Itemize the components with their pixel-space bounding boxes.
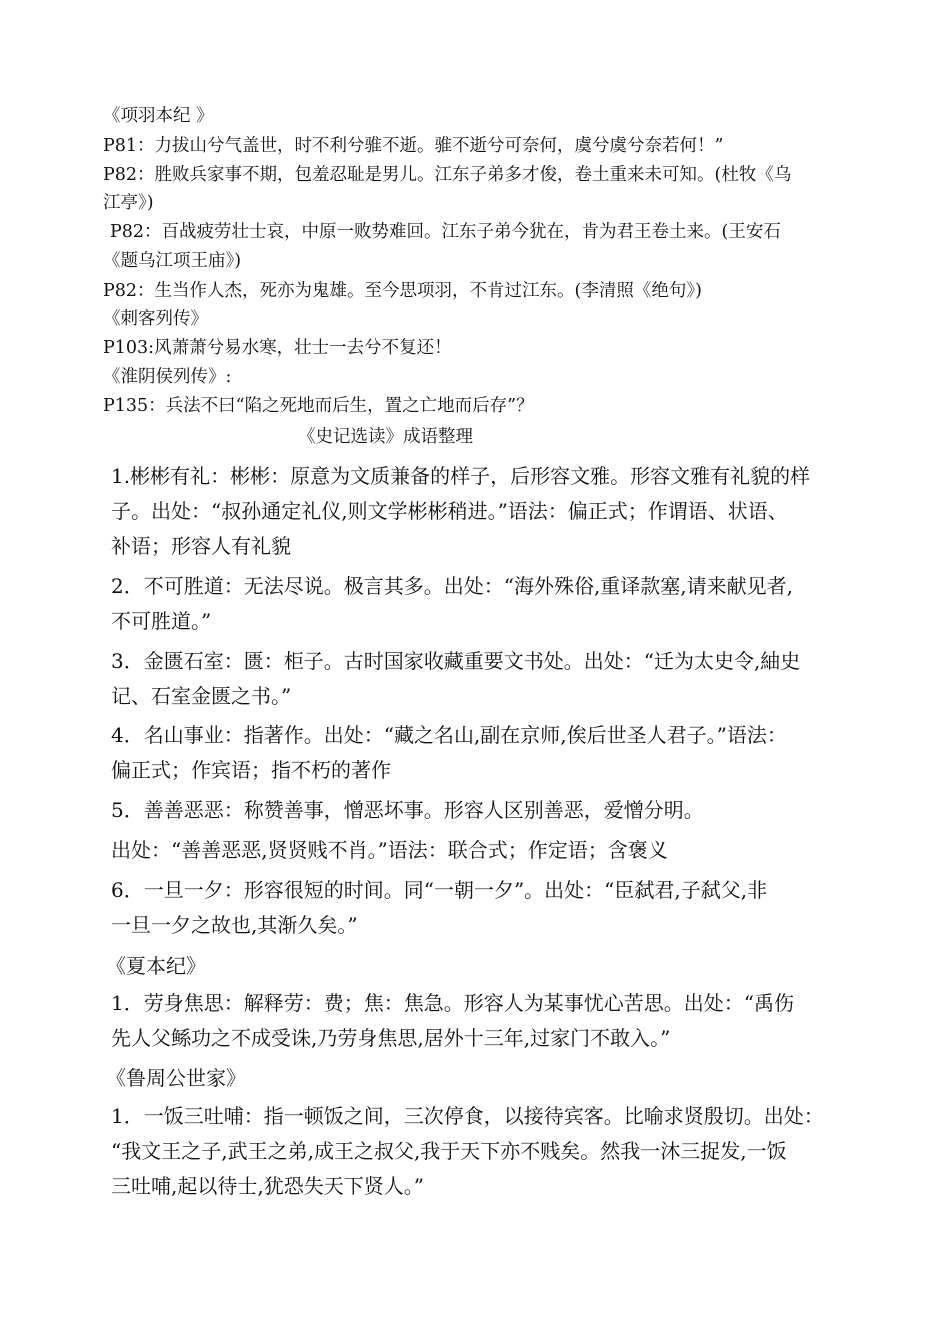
idiom-entry: 出处：“善善恶恶,贤贤贱不肖。”语法：联合式；作定语；含褒义 [111,838,668,862]
idiom-entry: 补语；形容人有礼貌 [111,534,291,558]
idiom-entry: 1．劳身焦思：解释劳：费；焦：焦急。形容人为某事忧心苦思。出处：“禹伤 [111,991,794,1015]
idiom-entry: 4．名山事业：指著作。出处：“藏之名山,副在京师,俟后世圣人君子。”语法： [111,723,787,747]
idiom-entry: 不可胜道。” [111,609,212,633]
section-heading-luzhougong: 《鲁周公世家》 [106,1066,246,1090]
idiom-entry: 1．一饭三吐哺：指一顿饭之间，三次停食，以接待宾客。比喻求贤殷切。出处： [111,1104,824,1128]
quote-line: 江亭》) [103,193,154,213]
quote-line: P82：胜败兵家事不期，包羞忍耻是男儿。江东子弟多才俊，卷土重来未可知。(杜牧《乌 [103,165,792,185]
quote-line: P81：力拔山兮气盖世，时不利兮骓不逝。骓不逝兮可奈何，虞兮虞兮奈若何！” [103,136,724,156]
idiom-entry: 三吐哺,起以待士,犹恐失天下贤人。” [111,1174,424,1198]
section-heading-xiangyu: 《项羽本纪 》 [103,106,214,126]
section-heading-xia: 《夏本纪》 [106,954,206,978]
idiom-entry: 先人父鲧功之不成受诛,乃劳身焦思,居外十三年,过家门不敢入。” [111,1026,671,1050]
idiom-entry: “我文王之子,武王之弟,成王之叔父,我于天下亦不贱矣。然我一沐三捉发,一饭 [111,1139,787,1163]
idiom-entry: 5．善善恶恶：称赞善事，憎恶坏事。形容人区别善恶，爱憎分明。 [111,798,704,822]
quote-line: 《题乌江项王庙》) [103,251,242,271]
idiom-entry: 偏正式；作宾语；指不朽的著作 [111,758,391,782]
quote-line: P103:风萧萧兮易水寒，壮士一去兮不复还！ [103,338,452,358]
idiom-entry: 6．一旦一夕：形容很短的时间。同“一朝一夕”。出处：“臣弑君,子弑父,非 [111,878,768,902]
quote-line: P135：兵法不曰“陷之死地而后生，置之亡地而后存”？ [103,396,534,416]
idiom-entry: 3．金匮石室：匮：柜子。古时国家收藏重要文书处。出处：“迁为太史令,紬史 [111,649,801,673]
idioms-title: 《史记选读》成语整理 [298,427,473,447]
idiom-entry: 1.彬彬有礼：彬彬：原意为文质兼备的样子，后形容文雅。形容文雅有礼貌的样 [111,464,811,488]
idiom-entry: 记、石室金匮之书。” [111,684,292,708]
section-heading-huaiyin: 《淮阴侯列传》: [103,367,232,387]
section-heading-cike: 《刺客列传》 [103,309,208,329]
idiom-entry: 子。出处：“叔孙通定礼仪,则文学彬彬稍进。”语法：偏正式；作谓语、状语、 [111,499,788,523]
idiom-entry: 一旦一夕之故也,其渐久矣。” [111,913,358,937]
quote-line: P82：生当作人杰，死亦为鬼雄。至今思项羽，不肯过江东。(李清照《绝句》) [103,281,702,301]
idiom-entry: 2．不可胜道：无法尽说。极言其多。出处：“海外殊俗,重译款塞,请来献见者, [111,574,794,598]
quote-line: P82：百战疲劳壮士哀，中原一败势难回。江东子弟今犹在，肯为君王卷土来。(王安石 [110,222,781,242]
